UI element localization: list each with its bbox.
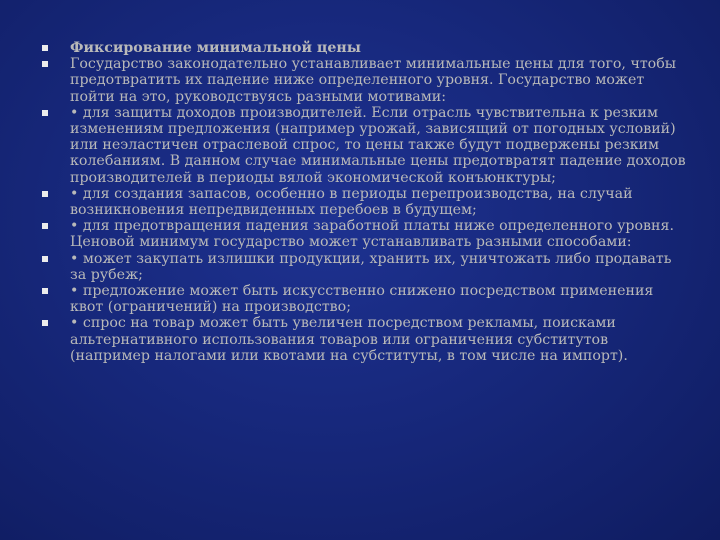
bullet-item: [40, 186, 690, 218]
bullet-item: [40, 105, 690, 186]
bullet-text: • для предотвращения падения заработной платы ниже определенного уровня. Ценовой минимум государство может устанавливать разными способами:: [70, 218, 674, 251]
bullet-item: [40, 283, 690, 315]
bullet-text: • для защиты доходов производителей. Если отрасль чувствительна к резким изменениям предложения (например урожай, зависящий от погодных условий) или неэластичен отраслевой спрос, то цены также будут подвержены резким колебаниям. В данном случае минимальные цены предотвратят падение доходов производителей в периоды вялой экономической конъюнктуры;: [70, 104, 686, 186]
bullet-item: [40, 315, 690, 364]
square-bullet-icon: [42, 223, 48, 229]
square-bullet-icon: [42, 61, 48, 67]
bullet-text: • для создания запасов, особенно в периоды перепроизводства, на случай возникновения непредвиденных перебоев в будущем;: [70, 185, 633, 219]
bullet-text: • спрос на товар может быть увеличен посредством рекламы, поисками альтернативного использования товаров или ограничения субститутов (например налогами или квотами на субституты, в том числе на импорт).: [70, 315, 628, 364]
square-bullet-icon: [42, 320, 48, 326]
square-bullet-icon: [42, 45, 48, 51]
square-bullet-icon: [42, 256, 48, 262]
square-bullet-icon: [42, 110, 48, 116]
bullet-text: • может закупать излишки продукции, хранить их, уничтожать либо продавать за рубеж;: [70, 250, 672, 283]
square-bullet-icon: [42, 288, 48, 294]
bullet-item: [40, 218, 690, 250]
bullet-text: • предложение может быть искусственно снижено посредством применения квот (ограничений) на производство;: [70, 283, 654, 316]
square-bullet-icon: [42, 191, 48, 197]
bullet-item: [40, 251, 690, 283]
bullet-text: Государство законодательно устанавливает минимальные цены для того, чтобы предотвратить их падение ниже определенного уровня. Государство может пойти на это, руководствуясь разными мотивами:: [70, 56, 677, 105]
bullet-item: [40, 56, 690, 105]
slide-title: Фиксирование минимальной цены: [70, 40, 362, 56]
bullet-list: [40, 40, 690, 364]
bullet-item-title: [40, 40, 690, 56]
